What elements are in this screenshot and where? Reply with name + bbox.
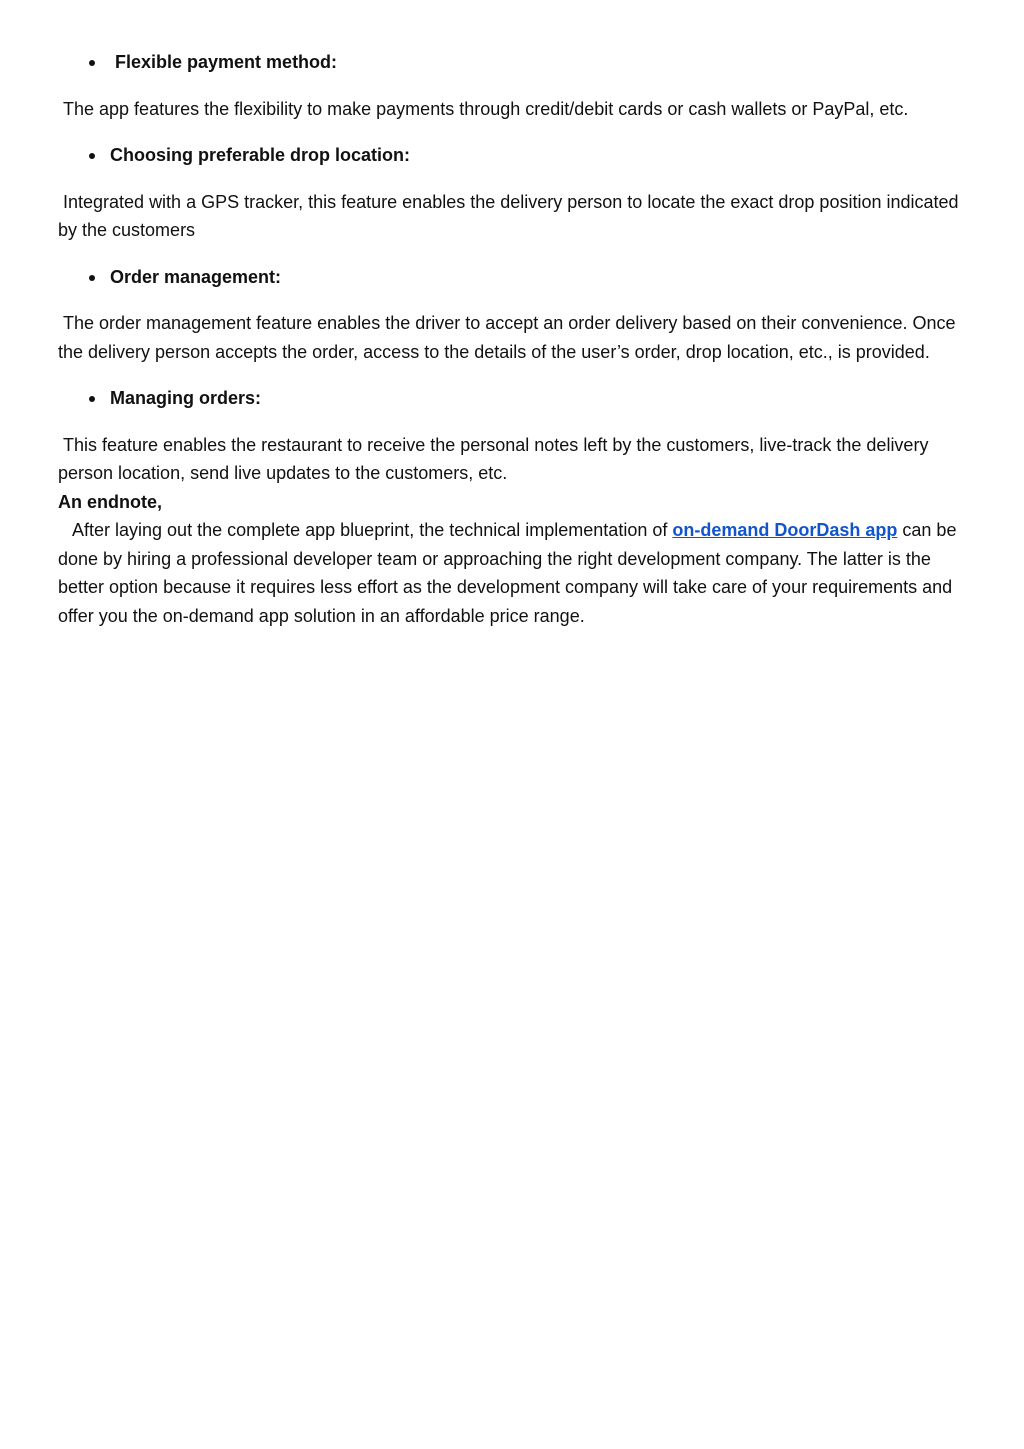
bullet-heading-drop-location [110,141,966,170]
document-page [58,48,966,630]
section-heading: Managing orders: [110,388,262,408]
bullet-heading-flexible-payment [115,48,966,77]
section-heading: Choosing preferable drop location: [110,145,411,165]
endnote-body [58,516,966,630]
section-body: Integrated with a GPS tracker, this feature enables the delivery person to locate the exact drop position indicated by the customers [58,191,959,240]
bullet-icon [89,60,95,66]
bullet-heading-managing-orders [110,384,966,413]
section-body: The app features the flexibility to make payments through credit/debit cards or cash wallets or PayPal, etc. [63,98,909,119]
endnote-text-before: After laying out the complete app blueprint, the technical implementation of [72,520,668,540]
section-body: This feature enables the restaurant to receive the personal notes left by the customers, live-track the delivery person location, send live updates to the customers, etc. [58,434,929,483]
section-body: The order management feature enables the driver to accept an order delivery based on their convenience. Once the delivery person accepts the order, access to the details of the user’s order, drop location, etc., is provided. [58,313,956,362]
section-heading: Order management: [110,266,282,287]
bullet-icon [89,275,95,281]
bullet-heading-order-management [110,263,966,292]
endnote-text-after: can be done by hiring a professional developer team or approaching the right development company. The latter is the better option because it requires less effort as the development company will take care of your requirements and offer you the on-demand app solution in an affordable price range. [58,520,957,626]
endnote-heading: An endnote, [58,491,162,512]
bullet-icon [89,153,95,159]
doordash-app-link[interactable]: on-demand DoorDash app [672,520,898,540]
bullet-icon [89,396,95,402]
section-heading: Flexible payment method: [115,52,338,72]
